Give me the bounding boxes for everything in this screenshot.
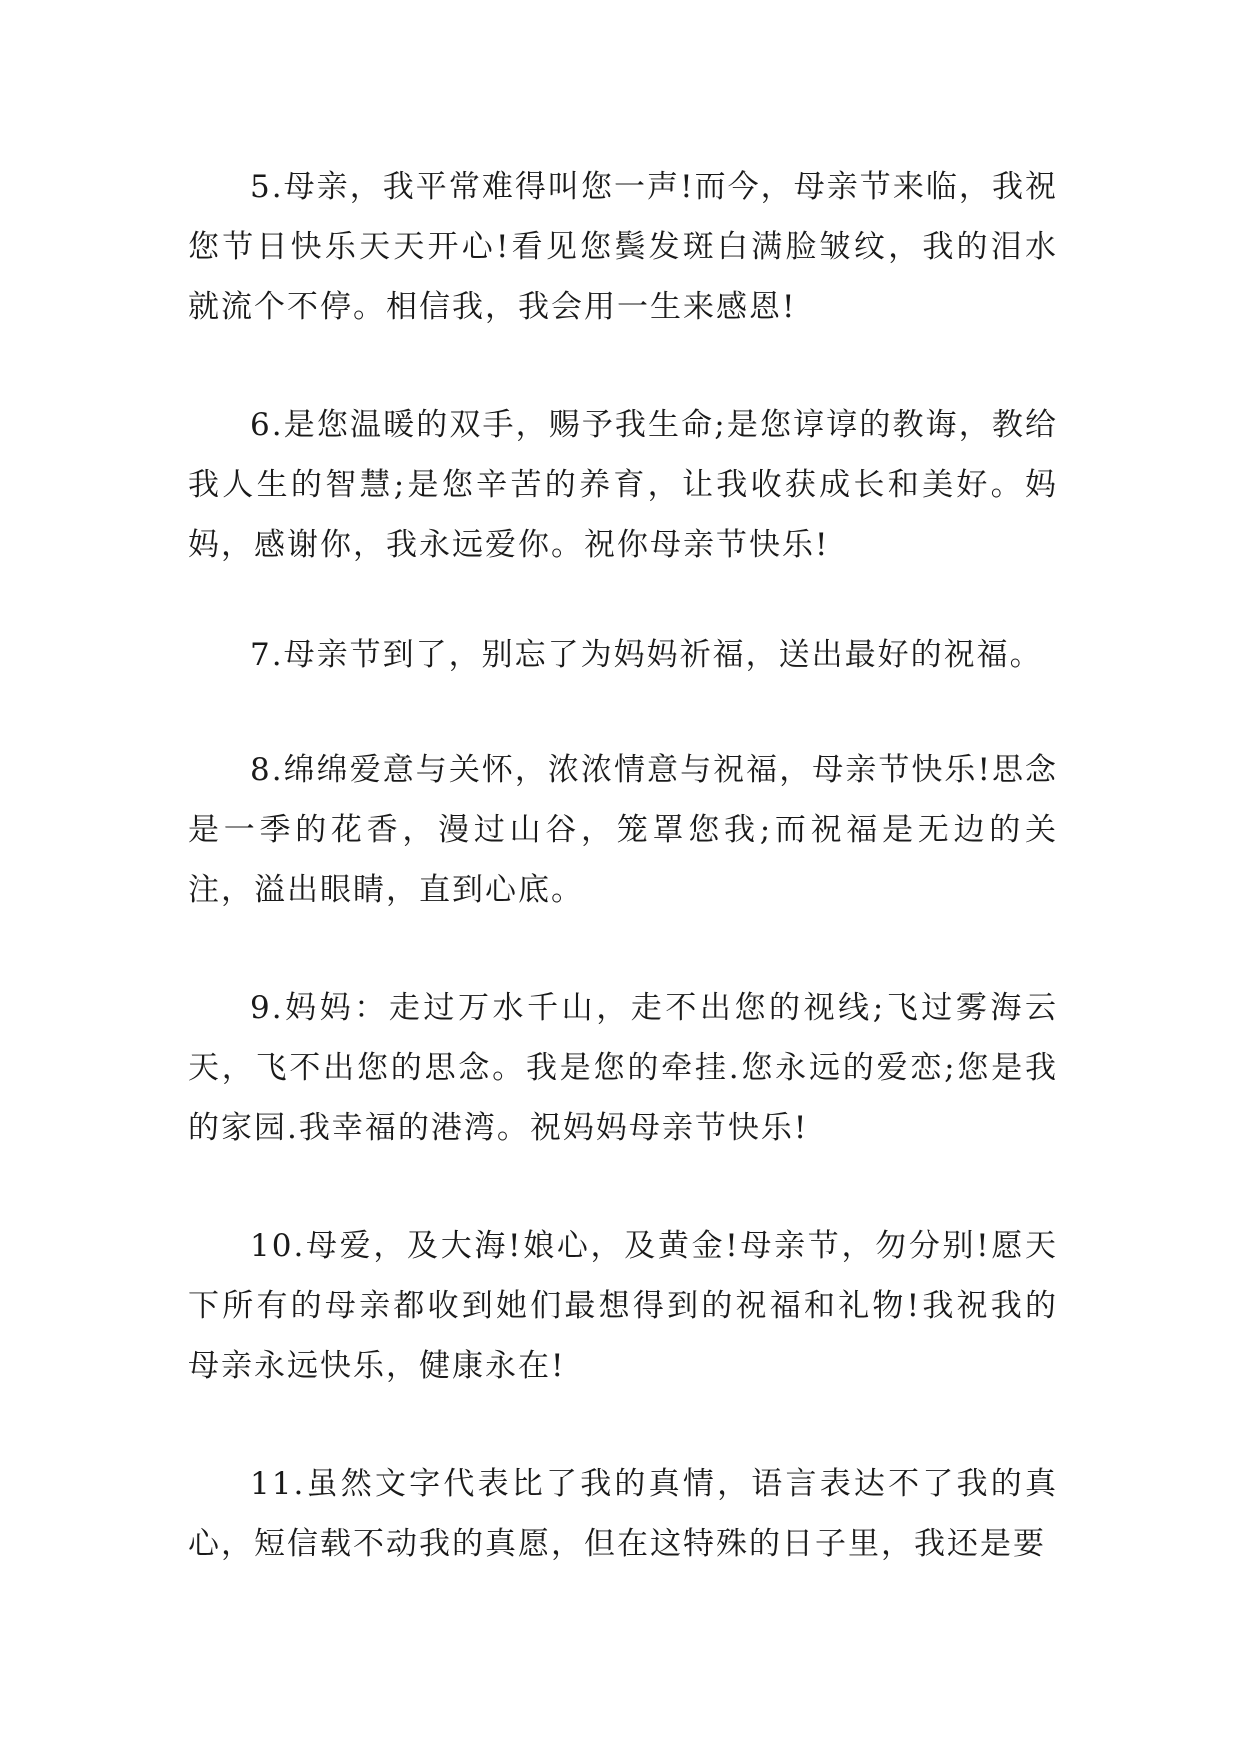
- paragraph-8: 8.绵绵爱意与关怀，浓浓情意与祝福，母亲节快乐!思念是一季的花香，漫过山谷，笼罩您我;而祝福是无边的关注，溢出眼睛，直到心底。: [188, 752, 1058, 908]
- paragraph-10: 10.母爱，及大海!娘心，及黄金!母亲节，勿分别!愿天下所有的母亲都收到她们最想得到的祝福和礼物!我祝我的母亲永远快乐，健康永在!: [188, 1228, 1058, 1384]
- paragraph-6: 6.是您温暖的双手，赐予我生命;是您谆谆的教诲，教给我人生的智慧;是您辛苦的养育，让我收获成长和美好。妈妈，感谢你，我永远爱你。祝你母亲节快乐!: [188, 407, 1058, 563]
- paragraph-11: 11.虽然文字代表比了我的真情，语言表达不了我的真心，短信载不动我的真愿，但在这特殊的日子里，我还是要: [188, 1466, 1058, 1562]
- paragraph-9: 9.妈妈：走过万水千山，走不出您的视线;飞过雾海云天，飞不出您的思念。我是您的牵挂.您永远的爱恋;您是我的家园.我幸福的港湾。祝妈妈母亲节快乐!: [188, 990, 1058, 1146]
- paragraph-7: 7.母亲节到了，别忘了为妈妈祈福，送出最好的祝福。: [250, 637, 1043, 673]
- paragraph-5: 5.母亲，我平常难得叫您一声!而今，母亲节来临，我祝您节日快乐天天开心!看见您鬓发斑白满脸皱纹，我的泪水就流个不停。相信我，我会用一生来感恩!: [188, 169, 1058, 325]
